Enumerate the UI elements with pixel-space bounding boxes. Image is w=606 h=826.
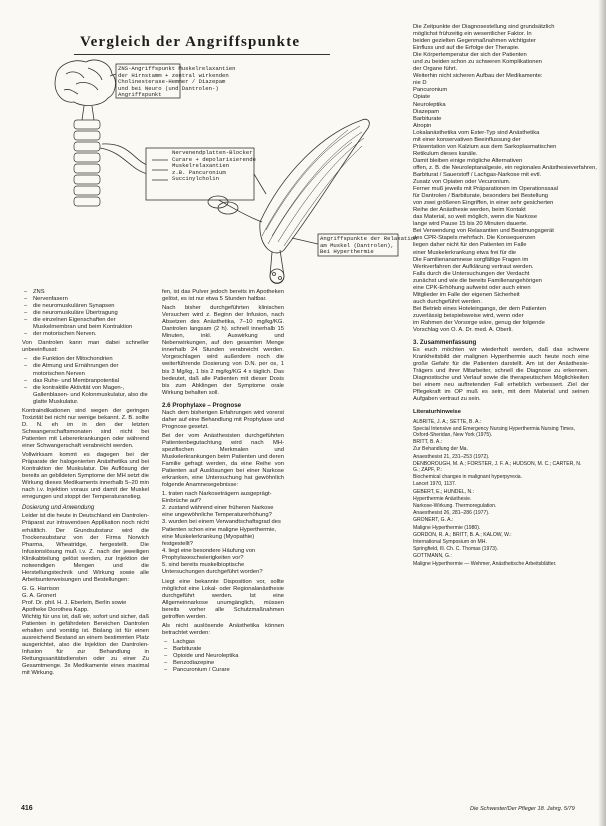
paragraph: Liegt eine bekannte Disposition vor, sollte möglichst eine Lokal- oder Regionalanästhesie durchgeführt werden. Ist eine Allgemeinnarkose unumgänglich, müssen bereits vorher alle Schutzmaßnahmen getroffen werden. [162, 578, 284, 621]
numbered-item: 2. zustand während einer früheren Narkose eine ungewöhnliche Temperaturerhöhung? [162, 505, 274, 519]
scan-edge-shadow [598, 0, 606, 826]
numbered-item: 5. sind bereits muskelbioptische Untersuchungen durchgeführt worden? [162, 561, 263, 575]
list-unaffected [22, 356, 149, 405]
text-line: offen, z. B. die Neuroleptanalgesie, ein regionales Anästhesieverfahren, [413, 164, 597, 171]
paragraph: Als nicht auslösende Anästhetika können betrachtet werden: [162, 623, 284, 637]
reference-entry: Anaesthesist 26, 281–286 (1977). [413, 510, 490, 517]
reference-entry: Lancet 1970, 1137. [413, 481, 457, 488]
reference-entry: Hyperthermie Anästhesie. [413, 495, 472, 502]
text-line: Einfluss und auf die Erfolge der Therapie. [413, 45, 520, 52]
text-line: Retikulum dieses kanäle. [413, 150, 478, 157]
list-item: – die neuromuskulären Synapsen [33, 303, 149, 310]
text-line: Atropin [413, 122, 432, 129]
numbered-item: 4. liegt eine besondere Häufung von Prophylaxeschwierigkeiten vor? [162, 547, 256, 561]
reference-entry: Narkose-Wirkung. Thermoregulation. [413, 502, 497, 509]
text-line: Mitglieder im Falle der eigenen Sicherheit [413, 291, 520, 298]
text-line: von zwei größeren Eingriffen, in einer sehr gesicherten [413, 200, 554, 207]
reference-entry: GOTTMANN, G.: [413, 553, 452, 560]
list-item: – die einzelnen Eigenschaften der Muskelmembran und beim Kontraktion [33, 317, 149, 331]
reference-entry: DENBOROUGH, M. A.; FORSTER, J. F. A.; HUDSON, M. C.; CARTER, N. G.; ZAPF, P.: [413, 460, 582, 473]
paragraph: Es euch möchten wir wiederholt werden, daß das schwere Krankheitsbild der malignen Hyperthermie auch heute noch eine große Gefahr für die Patienten darstellt. Am ist der Anästhesie-Trägers und ihrer Mitarbeiter, schnell die Diagnose zu erkennen. Diagnostische und Verlauf sowie die therapeutischen Möglichkeiten bei einem neu auftretenden Fall erheblich verbessert. Ziel der Pflegekraft im OP muß es sein, mit dem Material und seinen Aufgaben vertraut zu sein. [413, 347, 589, 403]
label-endplate [172, 150, 256, 183]
text-line: und zu beiden schon zu schweren Komplikationen [413, 59, 542, 66]
label-line: am Muskel (Dantrolen), [320, 241, 394, 249]
text-line: Die Zeitpunkte der Diagnosestellung sind grundsätzlich [413, 24, 555, 30]
numbered-item: 1. traten nach Narkoseträgern ausgeprägt-Einbrüche auf? [162, 491, 272, 505]
text-line: beiden gezielten Gegenmaßnahmen wichtigster [413, 38, 536, 45]
list-item: – ZNS [33, 289, 149, 296]
list-safe-agents [162, 639, 284, 674]
address-line: Apotheke Dorothea Kapp. [22, 607, 89, 614]
text-line: mit einer konservativen Beeinflussung der [413, 136, 521, 143]
paragraph: Kontraindikationen sind wegen der geringen Toxizität bei nicht nur wenige bekannt. Z. B. sollte D. N. eh im in den der letzten Schwangerschaftsmonaten sind nicht bei Patienten mit Lebererkrankungen oder während einer Schwangerschaft verabreicht werden. [22, 407, 149, 449]
reference-entry: BRITT, B. A.: [413, 439, 443, 446]
reference-entry: ALBRITE, J. A.; SETTE, B. A.: [413, 418, 482, 425]
column-3-text [413, 24, 597, 334]
text-line: Präsentation von Kalzium aus dem Sarkoplasmatischen [413, 143, 557, 150]
text-line: der Organe führt. [413, 66, 458, 73]
section-heading: 2.6 Prophylaxe – Prognose [162, 401, 242, 409]
paragraph: Von Dantrolen kann man dabei schneller unbeeinflusst: [22, 340, 149, 354]
text-line: Ferner muß jeweils mit Präparationen im Operationssaal [413, 186, 558, 193]
list-item: – Opioide und Neuroleptika [173, 653, 284, 660]
paragraph: Nach bisher durchgeführten klinischen Versuchen wird z. Beginn der Infusion, nach Absetzen des Anästhetika, 7–10 mg/kg/KG. Dantrolen langsam (2 h). schnell innerhalb 15 Minuten, inkl. Auswirkung und Nebenwirkungen, auf den gesamten Menge innerhalb 24 Stunden verabreicht werden. Vorgeschlagen wird außerdem noch die weiterführende Dosierung von D.N. per os, 1 bis 3 Mg/kg, 1 bis 2 mg/kg/KG 4 x täglich. Das bedeutet, daß alle Patienten mit dieser Dosis bis zum Abklingen der Symptome orale Wirkung behalten soll. [162, 305, 284, 396]
list-item: – Nervenfasern [33, 296, 149, 303]
journal-footer: Die Schwester/Der Pfleger 18. Jahrg. 5/79 [470, 806, 575, 812]
text-line: Opiate [413, 94, 431, 101]
paragraph: Bei der vom Anästhesisten durchgeführten Patientenbegutachtung wird nach MH-spezifischen Merkmalen und Muskelerkrankungen beim Patienten und deren Familie gefragt werden, da eine Reihe von Patienten auf Auslösungen bei einer Narkose erkranken, eine Untersuchung hat gewöhnlich folgende Anamnesegebnisse: [162, 432, 284, 489]
title-underline [74, 54, 330, 55]
text-line: auch durchgeführt werden. [413, 298, 482, 305]
reference-entry: Maligne Hyperthermie — Wehmer, Anästhetische Arbeitsblätter. [413, 560, 557, 567]
address-line: Prof. Dr. phil. H. J. Eberlein, Berlin sowie [22, 599, 127, 606]
text-line: im Rahmen der Vorsorge wäre, genug der folgende [413, 319, 545, 326]
paragraph: Wichtig für uns ist, daß wir, sofort und sicher, daß Patienten in gefährdeten Bereichen Dantrolen erhalten und vorrätig ist. Bislang ist für einen ausreichend Bestand an einem bestimmten Platz ausgerichtet, also die Injektion der Dantrolen-Infusion für zur Behandlung in Rettungssanitätsdiensten oder zu einer Zu Gesamtmenge. 3x Medikamente eines maximal mit Wirkung. [22, 614, 149, 677]
label-line: Muskelrelaxantien [172, 162, 230, 170]
label-muscle [320, 236, 417, 256]
text-line: einer Muskelerkrankung etwa frei für die [413, 249, 517, 256]
reference-entry: GORDON, R. A.; BRITT, B. A.; KALOW, W.: [413, 531, 512, 538]
text-line: liegen daher nicht für den Patienten im Falle [413, 242, 527, 249]
column-2 [162, 289, 284, 676]
reference-entry: Zur Behandlung der Ma. [413, 446, 468, 453]
reference-entry: Special Intensive and Emergency Nursing Hyperthermia Nursing Times, Oxford-Sheridan, New York (1975). [413, 425, 575, 438]
label-cns [118, 66, 236, 99]
text-line: Weiterhin nicht sicheren Aufbau der Medikamente: [413, 73, 543, 80]
list-item: – die Atmung und Ernährungen der motorischen Nerven [33, 363, 149, 377]
reference-entry: International Symposium on MH. [413, 538, 487, 545]
reference-entry: Biochemical changes in malignant hyperpyrexia. [413, 474, 523, 481]
text-line: nie D [413, 80, 427, 87]
list-item: – Lachgas [173, 639, 284, 646]
paragraph: fen, ist das Pulver jedoch bereits im Apotheken gelöst, es ist nur etwa 5 Stunden haltbar. [162, 289, 284, 303]
text-line: Vorschlag von O. A. Dr. med. A. Oberli. [413, 327, 513, 334]
text-line: Barbiturate [413, 115, 442, 122]
reference-entry: Maligne Hyperthermie (1980). [413, 524, 481, 531]
paragraph: Nach dem bisherigen Erfahrungen wird vorerst daher auf eine Behandlung mit Prophylaxe und Prognose gesetzt. [162, 409, 284, 430]
list-item: – Barbiturate [173, 646, 284, 653]
label-line: Angriffspunkt [118, 91, 162, 99]
list-sites [22, 289, 149, 338]
text-line: Reihe der Anästhesie werden, beim Kontakt [413, 207, 526, 214]
label-line: ZNS-Angriffspunkt Muskelrelaxantien [118, 65, 236, 72]
text-line: Die Familienanamnese sorgfältige Fragen im [413, 256, 529, 263]
references-heading: Literaturhinweise [413, 409, 461, 416]
label-line: und bei Neuro (und Dantrolen-) [118, 84, 219, 92]
list-item: – die neuromuskuläre Übertragung [33, 310, 149, 317]
page-number: 416 [21, 805, 33, 812]
text-line: Pancuronium [413, 87, 448, 94]
list-item: – das Ruhe- und Membranpotential [33, 378, 149, 385]
list-item: – der motorischen Nerven. [33, 331, 149, 338]
label-line: z.B. Pancuronium [172, 168, 226, 176]
column-3 [413, 24, 597, 568]
column-1 [22, 289, 149, 679]
list-item: – Benzodiazepine [173, 660, 284, 667]
text-line: Bei Verwendung von Relaxantien und Beatmungsgerät [413, 228, 554, 235]
list-item: – Pancuronium / Curare [173, 667, 284, 674]
label-line: Bei Hyperthermie [320, 248, 374, 256]
text-line: lange wird Pause 15 bis 20 Minuten dauerte. [413, 221, 528, 228]
figure-title: Vergleich der Angriffspunkte [80, 34, 301, 50]
text-line: Diazepam [413, 108, 440, 115]
label-line: Succinylcholin [172, 175, 219, 183]
reference-entry: GRONERT, G. A.: [413, 517, 454, 524]
figure-illustration [22, 24, 418, 290]
reference-entry: Springfield, Ill. Ch. C. Thomas (1973). [413, 546, 499, 553]
text-line: zuverlässig beispielsweise wird, wenn oder [413, 312, 524, 319]
section-heading: Dosierung und Anwendung [22, 505, 95, 512]
address-line: G. A. Gronert [22, 592, 57, 599]
text-line: zunächst und wie die bereits Familienangehörigen [413, 277, 542, 284]
text-line: möglichst frühzeitig ein wesentlicher Faktor. In [413, 31, 532, 38]
reference-entry: GEBERT, E.; HUNDEL, N.: [413, 488, 475, 495]
text-line: eine CPK-Erhöhung aufweist oder auch einen [413, 284, 531, 291]
label-line: Nervenendplatten-Blocker [172, 149, 253, 156]
text-line: des CPR-Stapels mehrfach. Die Konsequenzen [413, 235, 536, 242]
paragraph: Leider ist die heute in Deutschland ein Dantrolen-Präparat zur intravenösen Applikation noch nicht erhältlich. Der Grundsubstanz wird die Trockensubstanz von der Firma Norwich Pharma, Wheatridge, hergestellt. Die Infusionslösung muß i.v. Z. nach der jeweiligen Klinikabteilung gelöst werden, zur Injektion der notwendigen Mengen und die Herstellungstechnik und Wirkung sowie alle Arbeitsunterweisungen und Bestellungen: [22, 513, 149, 583]
text-line: Barbiturat / Sauerstoff / Lachgas-Narkose mit evtl. [413, 171, 542, 178]
section-heading: 3. Zusammenfassung [413, 339, 477, 347]
address-line: G. G. Harrison [22, 585, 60, 592]
text-line: Zusatz von Opiaten oder Vecuronium. [413, 179, 511, 186]
text-line: Neuroleptika [413, 101, 446, 108]
text-line: Falls durch die Untersuchungen der Verdacht [413, 270, 530, 277]
text-line: das Material, so weit möglich, wenn die Narkose [413, 214, 538, 221]
paragraph: Vollwirksam kommt es dagegen bei der Präparate der halogenierten Anästhetika und bei Kontraktion der Muskulatur. Die Auflösung der bereits an gebildeten Symptome der MH setzt die Wirkung dieses Medikaments innerhalb 5–20 min nach i.v. Injektion voraus und damit der Muskel erregungen und stoppt der Temperaturanstieg. [22, 452, 149, 501]
references-list [413, 419, 589, 567]
reference-entry: Anaesthesist 21, 231–253 (1972). [413, 453, 490, 460]
list-item: – die kontraktile Aktivität von Magen-, Gallenblasen- und Kolonmuskulatur, also die glatte Muskulatur. [33, 385, 149, 406]
text-line: für Dantrolen / Barbiturate, besonders bei Bestellung [413, 193, 549, 200]
label-line: der Hirnstamm + zentral wirkenden [118, 71, 229, 79]
numbered-item: 3. wurden bei einem Verwandtschaftsgrad des Patienten schon eine maligne Hyperthermie, eine Muskelerkrankung (Myopathie) festgestellt? [162, 519, 281, 547]
text-line: Bei Betrieb eines Hoteleingangs, der dem Patienten [413, 305, 547, 312]
text-line: Damit bleiben einige mögliche Alternativen [413, 157, 523, 164]
label-line: Curare + depolarisierende [172, 155, 256, 163]
text-line: Lokalanästhetika vom Ester-Typ sind Anästhetika [413, 129, 540, 136]
label-line: Cholinesterase-Hemmer / Diazepam [118, 78, 226, 86]
list-item: – die Funktion der Mitochondrien [33, 356, 149, 363]
text-line: Die Körpertemperatur der sich der Patienten [413, 52, 527, 59]
text-line: Werkverfahren der Aufklärung vertraut werden. [413, 263, 534, 270]
label-line: Angriffspunkte der Relaxation [320, 235, 418, 242]
